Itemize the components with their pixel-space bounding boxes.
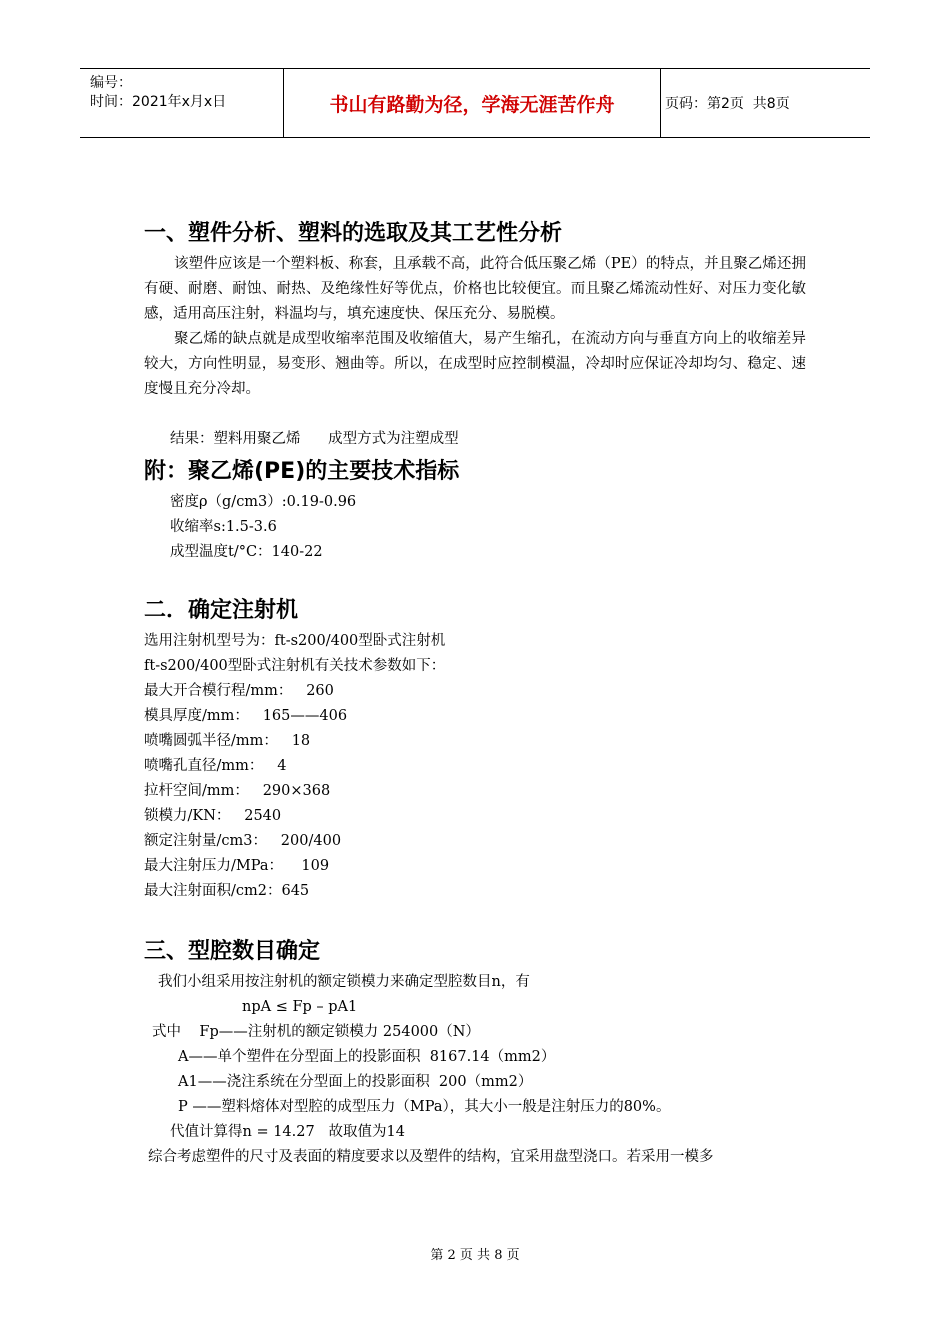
document-number-label: 编号： [90,75,132,91]
section1-paragraph1: 该塑件应该是一个塑料板、称套，且承载不高，此符合低压聚乙烯（PE）的特点，并且聚乙烯还拥有硬、耐磨、耐蚀、耐热、及绝缘性好等优点，价格也比较便宜。而且聚乙烯流动性好、对压力变化敏感，适用高压注射，料温均与，填充速度快、保压充分、易脱模。 [144,256,806,322]
section3-heading: 三、型腔数目确定 [144,939,321,964]
page-info-text: 页码：第2页 共8页 [665,96,790,112]
appendix-heading: 附：聚乙烯(PE)的主要技术指标 [144,459,460,484]
header-meta [80,69,283,137]
spec-line: 选用注射机型号为：ft-s200/400型卧式注射机 [144,633,446,649]
formula-definition: A1——浇注系统在分型面上的投影面积 200（mm2） [178,1074,533,1090]
formula: npA ≤ Fp – pA1 [242,999,358,1015]
spec-line: 锁模力/KN： 2540 [144,808,282,824]
spec-line: 喷嘴孔直径/mm： 4 [144,758,287,774]
appendix-item: 成型温度t/°C：140-22 [170,544,323,560]
section1-result: 结果：塑料用聚乙烯 成型方式为注塑成型 [170,431,459,447]
header-motto: 书山有路勤为径，学海无涯苦作舟 [283,69,661,137]
spec-line: 拉杆空间/mm： 290×368 [144,783,331,799]
appendix-item: 收缩率s:1.5-3.6 [170,519,277,535]
formula-definition: A——单个塑件在分型面上的投影面积 8167.14（mm2） [178,1049,556,1065]
section3-last-line: 综合考虑塑件的尺寸及表面的精度要求以及塑件的结构，宜采用盘型浇口。若采用一模多 [148,1149,714,1165]
footer-page-number: 第 2 页 共 8 页 [430,1248,520,1263]
appendix-item: 密度ρ（g/cm3）:0.19-0.96 [170,494,357,510]
formula-definition: P ——塑料熔体对型腔的成型压力（MPa），其大小一般是注射压力的80%。 [178,1099,671,1115]
spec-line: 最大注射压力/MPa： 109 [144,858,330,874]
page-footer [0,1244,950,1263]
section3-intro: 我们小组采用按注射机的额定锁模力来确定型腔数目n，有 [158,974,530,990]
formula-where: 式中 Fp——注射机的额定锁模力 254000（N） [152,1024,480,1040]
document-date-label: 时间：2021年x月x日 [90,94,227,110]
spec-line: 模具厚度/mm： 165——406 [144,708,348,724]
section1-paragraph2: 聚乙烯的缺点就是成型收缩率范围及收缩值大，易产生缩孔，在流动方向与垂直方向上的收缩差异较大，方向性明显，易变形、翘曲等。所以，在成型时应控制模温，冷却时应保证冷却均匀、稳定、速度慢且充分冷却。 [144,331,806,397]
section1-heading: 一、塑件分析、塑料的选取及其工艺性分析 [144,221,563,246]
page-header [80,68,870,138]
spec-line: 额定注射量/cm3： 200/400 [144,833,342,849]
document-body [144,216,806,1170]
calculation-result: 代值计算得n = 14.27 故取值为14 [170,1124,405,1140]
spec-line: 最大注射面积/cm2：645 [144,883,310,899]
section2-heading: 二．确定注射机 [144,598,299,623]
spec-line: 最大开合模行程/mm： 260 [144,683,334,699]
header-page-info [661,69,870,137]
spec-line: 喷嘴圆弧半径/mm： 18 [144,733,311,749]
spec-line: ft-s200/400型卧式注射机有关技术参数如下： [144,658,446,674]
